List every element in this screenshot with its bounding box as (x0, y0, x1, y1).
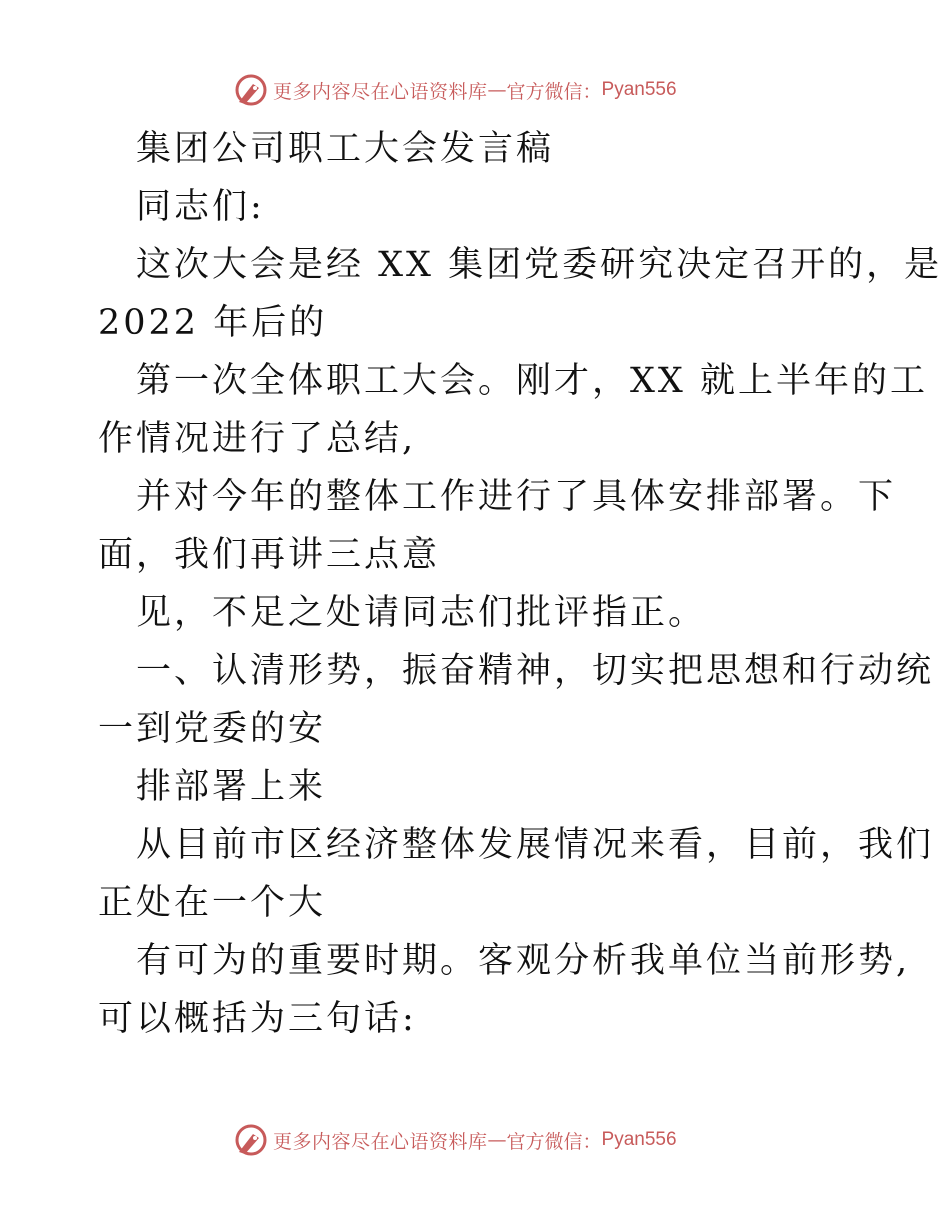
watermark-text: 更多内容尽在心语资料库 (273, 80, 488, 103)
body-line: 作情况进行了总结, (98, 419, 417, 459)
header-watermark (233, 70, 677, 110)
body-line: 从目前市区经济整体发展情况来看，目前，我们 (136, 825, 935, 865)
section-heading-line: 排部署上来 (136, 767, 327, 807)
watermark-wechat-id: Pyan556 (601, 1129, 677, 1150)
watermark-wechat-label: 官方微信： (506, 1130, 602, 1153)
watermark-text: 更多内容尽在心语资料库 (273, 1130, 488, 1153)
watermark-dash: — (487, 1129, 507, 1151)
section-heading-line: 一到党委的安 (98, 709, 327, 749)
salutation: 同志们: (136, 187, 265, 227)
document-body (98, 120, 943, 1048)
body-line: 这次大会是经 XX 集团党委研究决定召开的，是 (136, 245, 943, 285)
body-line: 并对今年的整体工作进行了具体安排部署。下 (136, 477, 897, 517)
body-line: 见，不足之处请同志们批评指正。 (136, 593, 707, 633)
watermark-wechat-id: Pyan556 (601, 79, 677, 100)
pen-nib-logo-icon (233, 1122, 269, 1158)
watermark-wechat-label: 官方微信： (506, 80, 602, 103)
watermark-dash: — (487, 79, 507, 101)
body-line: 有可为的重要时期。客观分析我单位当前形势, (136, 941, 911, 981)
body-line: 面，我们再讲三点意 (98, 535, 441, 575)
body-line: 第一次全体职工大会。刚才，XX 就上半年的工 (136, 361, 928, 401)
body-line: 2022 年后的 (98, 303, 328, 343)
pen-nib-logo-icon (233, 72, 269, 108)
footer-watermark (233, 1120, 677, 1160)
body-line: 正处在一个大 (98, 883, 327, 923)
document-title: 集团公司职工大会发言稿 (136, 129, 555, 169)
section-heading-line: 一、认清形势，振奋精神，切实把思想和行动统 (136, 651, 935, 691)
body-line: 可以概括为三句话: (98, 999, 417, 1039)
